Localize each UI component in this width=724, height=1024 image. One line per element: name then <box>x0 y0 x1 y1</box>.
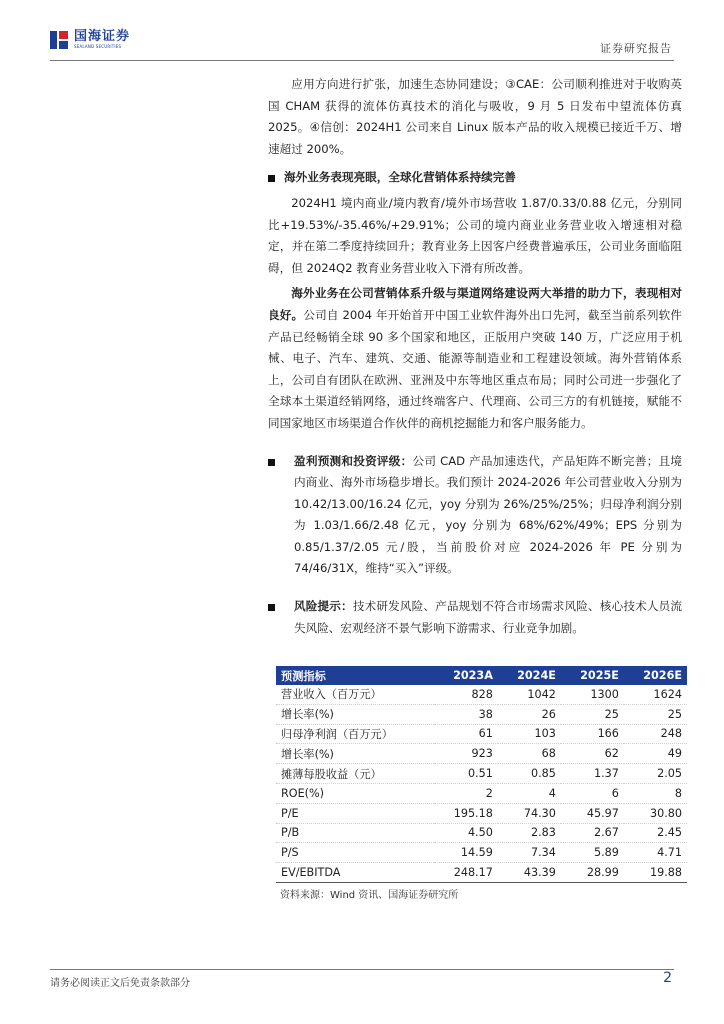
table-cell: 4 <box>498 783 561 803</box>
table-cell: 38 <box>434 704 498 724</box>
table-row <box>276 843 687 863</box>
table-cell: P/E <box>276 803 434 823</box>
table-cell: P/B <box>276 823 434 843</box>
table-cell: 14.59 <box>434 843 498 863</box>
paragraph-overseas <box>268 283 682 434</box>
table-row <box>276 685 687 704</box>
page-header <box>0 0 724 64</box>
table-cell: 61 <box>434 724 498 744</box>
footer-divider <box>50 969 674 970</box>
logo-mark-icon <box>50 31 68 49</box>
table-row <box>276 783 687 803</box>
document-type: 证券研究报告 <box>600 42 672 55</box>
table-header-cell: 预测指标 <box>276 666 434 685</box>
table-cell: 828 <box>434 685 498 704</box>
square-bullet-icon <box>268 604 275 611</box>
table-cell: 49 <box>624 744 687 764</box>
table-cell: ROE(%) <box>276 783 434 803</box>
table-cell: 4.50 <box>434 823 498 843</box>
table-row <box>276 823 687 843</box>
overseas-text: 公司自 2004 年开始首开中国工业软件海外出口先河，截至当前系列软件产品已经畅销全球 90 多个国家和地区，正版用户突破 140 万，广泛应用于机械、电子、汽车、建筑、交通、能源等制造业和工程建设领域。海外营销体系上，公司自有团队在欧洲、亚洲及中东等地区重点布局；同时公司进一步强化了全球本土渠道经销网络，通过终端客户、代理商、公司三方的有机链接，赋能不同国家地区市场渠道合作伙伴的商机挖掘能力和客户服务能力。 <box>268 307 682 430</box>
table-cell: 增长率(%) <box>276 744 434 764</box>
forecast-text: 公司 CAD 产品加速迭代，产品矩阵不断完善；且境内商业、海外市场稳步增长。我们预计 2024-2026 年公司营业收入分别为 10.42/13.00/16.24 亿元，yoy 分别为 26%/25%/25%；归母净利润分别为 1.03/1.66/2.48 亿元，yoy 分别为 68%/62%/49%；EPS 分别为 0.85/1.37/2.05 元/股，当前股价对应 2024-2026 年 PE 分别为 74/46/31X，维持“买入”评级。 <box>294 453 682 576</box>
square-bullet-icon <box>268 175 275 182</box>
table-cell: 26 <box>498 704 561 724</box>
table-cell: 1.37 <box>561 764 624 784</box>
table-cell: 7.34 <box>498 843 561 863</box>
table-header-cell: 2026E <box>624 666 687 685</box>
footer-disclaimer: 请务必阅读正文后免责条款部分 <box>50 978 190 989</box>
table-cell: 6 <box>561 783 624 803</box>
table-cell: 923 <box>434 744 498 764</box>
table-cell: 增长率(%) <box>276 704 434 724</box>
table-cell: EV/EBITDA <box>276 863 434 883</box>
table-cell: 195.18 <box>434 803 498 823</box>
overseas-lead: 海外业务在公司营销体系升级与渠道网络建设两大举措的助力下，表现相对良好。 <box>268 286 682 322</box>
table-row <box>276 863 687 883</box>
report-body <box>268 74 682 639</box>
table-cell: 2.45 <box>624 823 687 843</box>
table-row <box>276 803 687 823</box>
table-cell: 2.05 <box>624 764 687 784</box>
logo-name-cn: 国海证券 <box>74 29 131 44</box>
table-cell: 1042 <box>498 685 561 704</box>
risk-text: 技术研发风险、产品规划不符合市场需求风险、核心技术人员流失风险、宏观经济不景气影响下游需求、行业竞争加剧。 <box>294 599 682 635</box>
page-number: 2 <box>663 970 672 986</box>
table-cell: 28.99 <box>561 863 624 883</box>
header-divider <box>50 60 674 61</box>
table-cell: 45.97 <box>561 803 624 823</box>
table-cell: 营业收入（百万元） <box>276 685 434 704</box>
table-cell: 25 <box>561 704 624 724</box>
table-cell: 8 <box>624 783 687 803</box>
forecast-label: 盈利预测和投资评级： <box>294 453 413 468</box>
table-cell: 2 <box>434 783 498 803</box>
table-row <box>276 744 687 764</box>
table-cell: 30.80 <box>624 803 687 823</box>
table-row <box>276 764 687 784</box>
table-cell: 74.30 <box>498 803 561 823</box>
table-cell: 248 <box>624 724 687 744</box>
table-cell: 1624 <box>624 685 687 704</box>
paragraph-strategy: 应用方向进行扩张，加速生态协同建设；③CAE：公司顺利推进对于收购英国 CHAM 获得的流体仿真技术的消化与吸收，9 月 5 日发布中望流体仿真 2025。④信创：2024H1 公司来自 Linux 版本产品的收入规模已接近千万、增速超过 200%。 <box>268 77 682 156</box>
table-cell: 2.67 <box>561 823 624 843</box>
section-heading <box>268 167 682 189</box>
paragraph-revenue: 2024H1 境内商业/境内教育/境外市场营收 1.87/0.33/0.88 亿元，分别同比+19.53%/-35.46%/+29.91%；公司的境内商业业务营业收入增速相对稳定，并在第二季度持续回升；教育业务上因客户经费普遍承压，公司业务面临阻碍，但 2024Q2 教育业务营业收入下滑有所改善。 <box>268 195 682 275</box>
table-cell: P/S <box>276 843 434 863</box>
table-cell: 19.88 <box>624 863 687 883</box>
table-row <box>276 704 687 724</box>
table-cell: 归母净利润（百万元） <box>276 724 434 744</box>
table-source-note: 资料来源：Wind 资讯、国海证券研究所 <box>280 889 459 901</box>
table-header-cell: 2023A <box>434 666 498 685</box>
table-cell: 2.83 <box>498 823 561 843</box>
table-cell: 0.51 <box>434 764 498 784</box>
table-cell: 166 <box>561 724 624 744</box>
table-cell: 5.89 <box>561 843 624 863</box>
table-cell: 0.85 <box>498 764 561 784</box>
table-cell: 摊薄每股收益（元） <box>276 764 434 784</box>
table-cell: 43.39 <box>498 863 561 883</box>
table-header-cell: 2024E <box>498 666 561 685</box>
table-cell: 68 <box>498 744 561 764</box>
company-logo <box>50 30 130 49</box>
square-bullet-icon <box>268 459 275 466</box>
section-heading-text: 海外业务表现亮眼，全球化营销体系持续完善 <box>284 170 516 185</box>
forecast-table-container <box>276 666 687 901</box>
table-cell: 25 <box>624 704 687 724</box>
risk-paragraph <box>268 596 682 639</box>
logo-name-en: SEALAND SECURITIES <box>74 44 122 49</box>
table-header-row <box>276 666 687 685</box>
table-header-cell: 2025E <box>561 666 624 685</box>
table-cell: 248.17 <box>434 863 498 883</box>
table-cell: 103 <box>498 724 561 744</box>
forecast-table <box>276 666 687 883</box>
forecast-paragraph <box>268 451 682 581</box>
table-cell: 62 <box>561 744 624 764</box>
table-cell: 1300 <box>561 685 624 704</box>
table-cell: 4.71 <box>624 843 687 863</box>
table-row <box>276 724 687 744</box>
risk-label: 风险提示： <box>294 599 353 614</box>
